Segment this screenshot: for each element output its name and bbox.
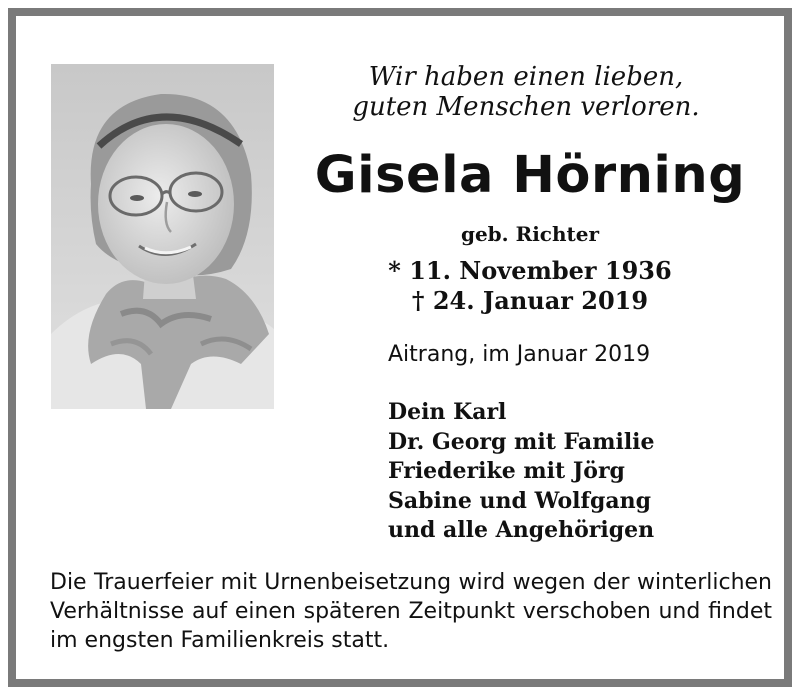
portrait-photo <box>51 64 274 409</box>
death-date: † 24. Januar 2019 <box>411 286 649 315</box>
mourners-list <box>388 398 655 546</box>
obituary-frame <box>8 8 792 687</box>
portrait-illustration <box>51 64 274 409</box>
mourner-item: Dein Karl <box>388 399 507 425</box>
funeral-notice: Die Trauerfeier mit Urnenbeisetzung wird wegen der winterlichen Verhältnisse auf einen späteren Zeitpunkt verschoben und findet im engsten Familienkreis statt. <box>50 570 772 653</box>
birth-date: * 11. November 1936 <box>388 256 672 285</box>
deceased-name: Gisela Hörning <box>314 146 746 205</box>
mourner-item: Friederike mit Jörg <box>388 458 625 484</box>
quote-line-1: Wir haben einen lieben, <box>368 62 684 92</box>
quote-line-2: guten Menschen verloren. <box>352 92 700 122</box>
maiden-name: geb. Richter <box>460 222 600 246</box>
mourner-item: Dr. Georg mit Familie <box>388 428 655 455</box>
mourner-item: Sabine und Wolfgang <box>388 487 651 514</box>
mourner-item: und alle Angehörigen <box>388 517 655 543</box>
place-and-date: Aitrang, im Januar 2019 <box>388 342 651 367</box>
